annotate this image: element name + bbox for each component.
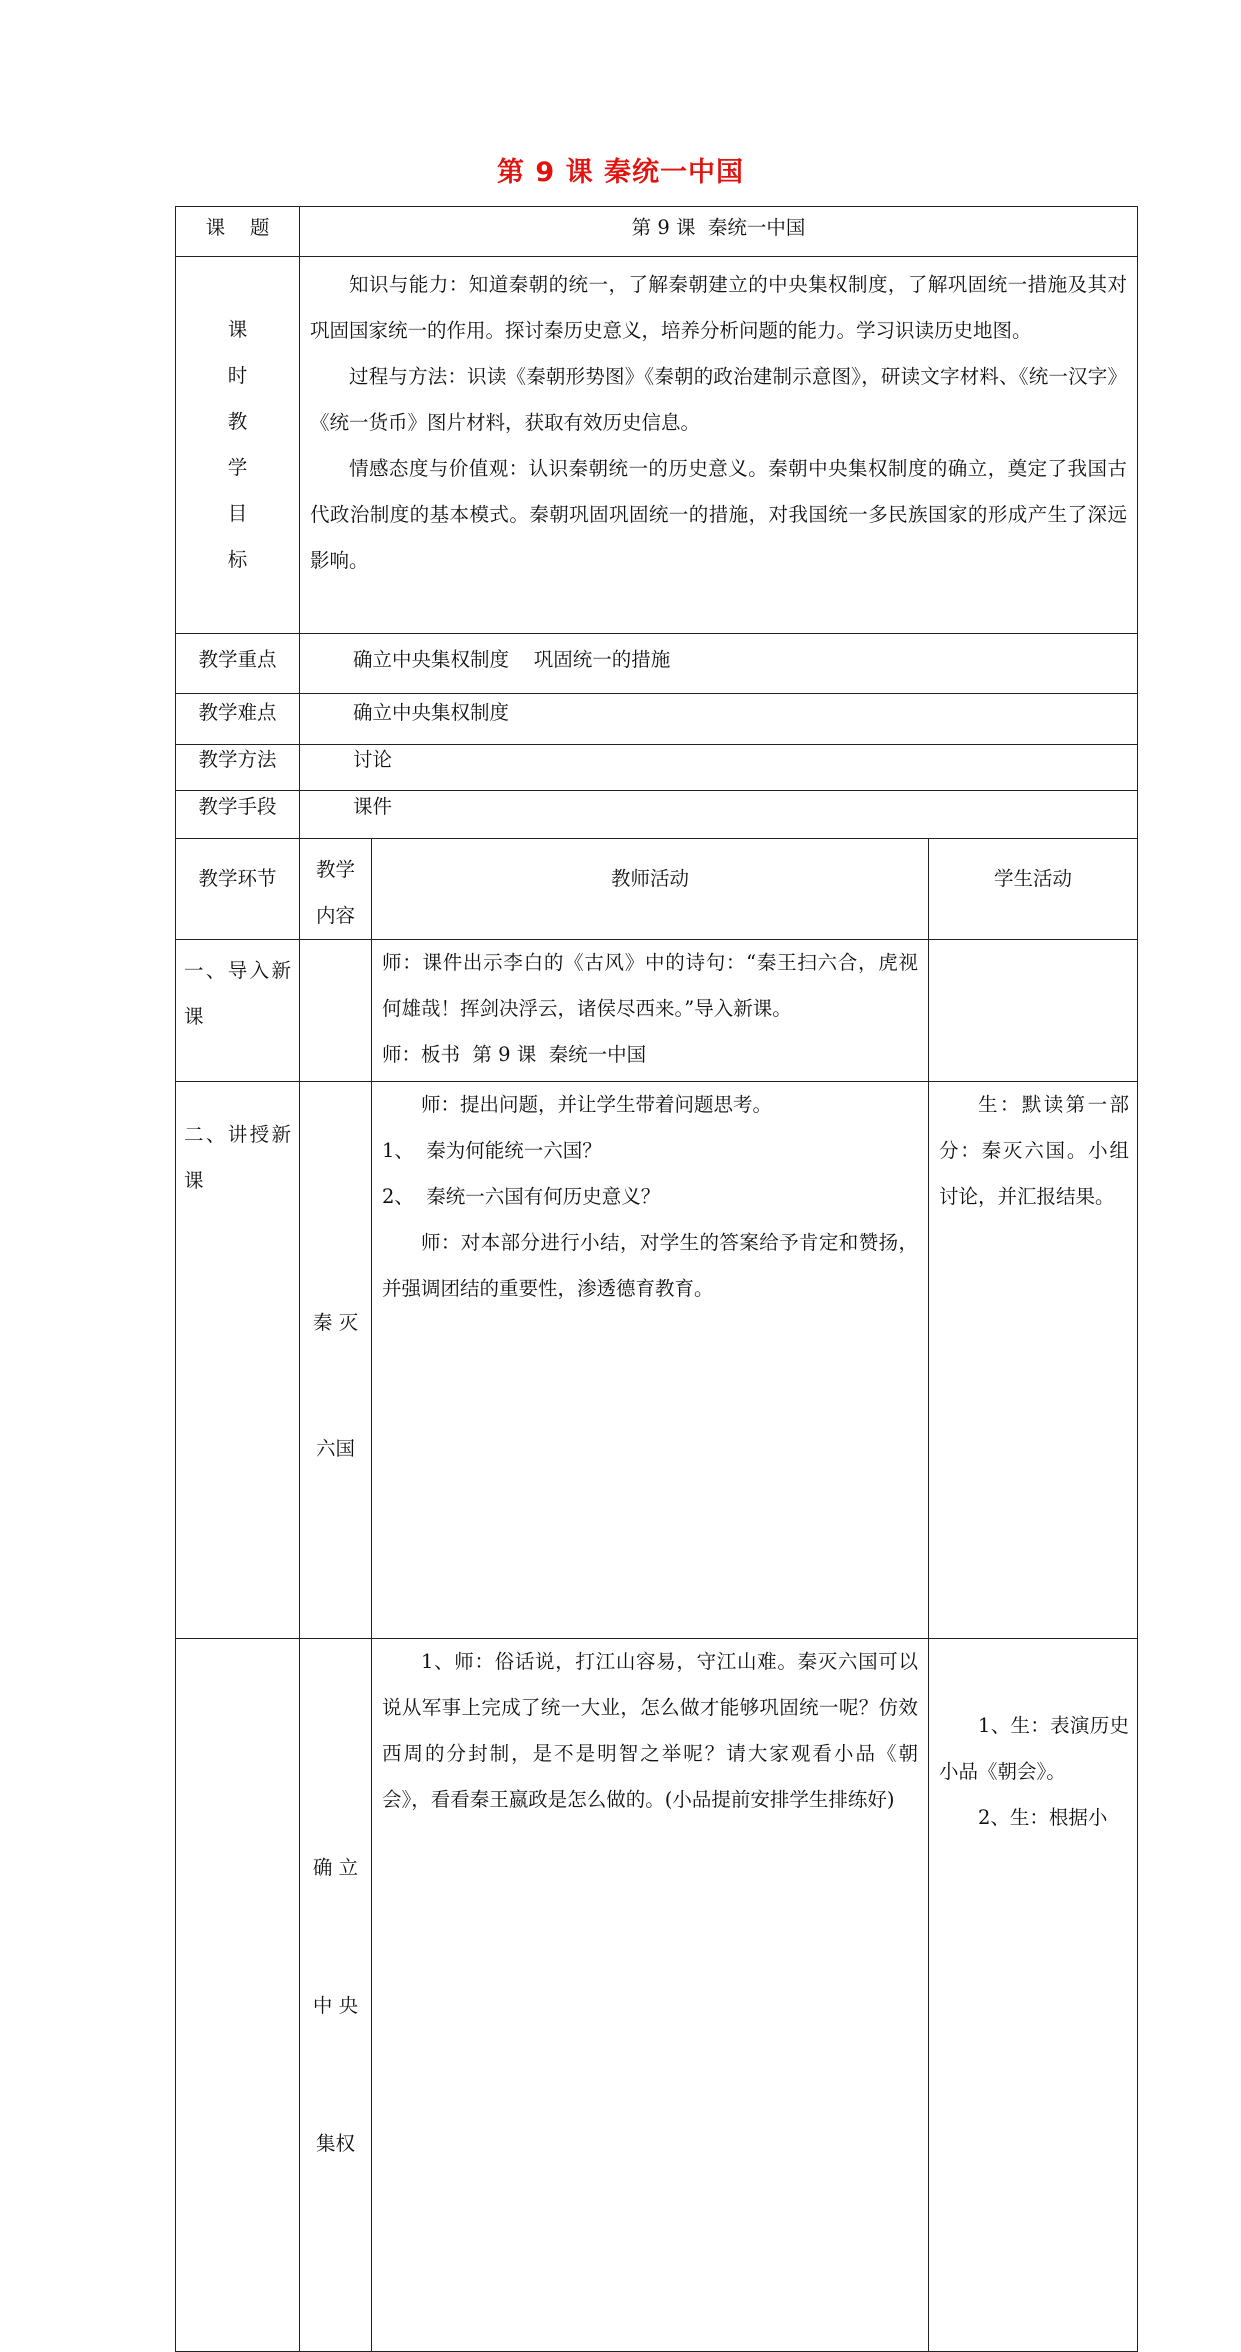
row-means <box>176 791 1138 839</box>
lecture-teacher <box>372 1082 929 1639</box>
header-stage: 教学环节 <box>176 839 300 940</box>
header-content: 教学 内容 <box>300 839 372 940</box>
lecture-stage: 二、讲授新课 <box>176 1082 300 1639</box>
goals-label-char: 教 <box>227 410 248 433</box>
lecture-teacher-line: 师：对本部分进行小结，对学生的答案给予肯定和赞扬，并强调团结的重要性，渗透德育教育。 <box>382 1231 918 1300</box>
goals-label-char: 课 <box>227 318 248 341</box>
goal-process: 过程与方法：识读《秦朝形势图》《秦朝的政治建制示意图》，研读文字材料、《统一汉字》《统一货币》图片材料，获取有效历史信息。 <box>310 365 1127 434</box>
central-stage <box>176 1639 300 2352</box>
topic-value: 第 9 课 秦统一中国 <box>300 207 1138 257</box>
intro-teacher <box>372 940 929 1082</box>
intro-student <box>929 940 1138 1082</box>
method-value: 讨论 <box>300 745 1138 791</box>
goal-knowledge: 知识与能力：知道秦朝的统一，了解秦朝建立的中央集权制度，了解巩固统一措施及其对巩固国家统一的作用。探讨秦历史意义，培养分析问题的能力。学习识读历史地图。 <box>310 273 1127 342</box>
lecture-teacher-line: 2、 秦统一六国有何历史意义？ <box>382 1185 661 1208</box>
central-student-line: 1、生：表演历史小品《朝会》。 <box>939 1714 1129 1783</box>
goals-content <box>300 257 1138 634</box>
lecture-student: 生：默读第一部分：秦灭六国。小组讨论，并汇报结果。 <box>929 1082 1138 1639</box>
central-student <box>929 1639 1138 2352</box>
header-teacher: 教师活动 <box>372 839 929 940</box>
process-row-centralization <box>176 1639 1138 2352</box>
topic-label: 课 题 <box>176 207 300 257</box>
lesson-plan-table <box>175 206 1138 2352</box>
process-row-lecture <box>176 1082 1138 1639</box>
goals-label-char: 学 <box>227 456 248 479</box>
process-row-intro <box>176 940 1138 1082</box>
intro-content <box>300 940 372 1082</box>
central-teacher-line: 1、师：俗话说，打江山容易，守江山难。秦灭六国可以说从军事上完成了统一大业，怎么做才能够巩固统一呢？仿效西周的分封制，是不是明智之举呢？请大家观看小品《朝会》，看看秦王嬴政是怎么做的。(小品提前安排学生排练好) <box>382 1650 918 1811</box>
method-label: 教学方法 <box>176 745 300 791</box>
central-student-line: 2、生：根据小 <box>978 1806 1108 1829</box>
row-method <box>176 745 1138 791</box>
row-difficulty <box>176 694 1138 745</box>
key-points-value: 确立中央集权制度 巩固统一的措施 <box>300 634 1138 694</box>
central-content: 确 立 中 央 集权 <box>300 1639 372 2352</box>
row-key-points <box>176 634 1138 694</box>
means-value: 课件 <box>300 791 1138 839</box>
lecture-content: 秦 灭 六国 <box>300 1082 372 1639</box>
process-header-row <box>176 839 1138 940</box>
goals-label-char: 目 <box>227 502 248 525</box>
key-points-label: 教学重点 <box>176 634 300 694</box>
goals-label-char: 标 <box>227 548 248 571</box>
row-goals <box>176 257 1138 634</box>
lecture-teacher-line: 1、 秦为何能统一六国？ <box>382 1139 602 1162</box>
document-title: 第 9 课 秦统一中国 <box>497 157 744 188</box>
intro-teacher-line: 师：课件出示李白的《古风》中的诗句：“秦王扫六合，虎视何雄哉！挥剑决浮云，诸侯尽西来。”导入新课。 <box>382 951 918 1020</box>
intro-stage: 一、导入新课 <box>176 940 300 1082</box>
goals-label <box>176 257 300 634</box>
header-student: 学生活动 <box>929 839 1138 940</box>
row-topic <box>176 207 1138 257</box>
goals-label-char: 时 <box>227 364 248 387</box>
difficulty-label: 教学难点 <box>176 694 300 745</box>
difficulty-value: 确立中央集权制度 <box>300 694 1138 745</box>
lecture-teacher-line: 师：提出问题，并让学生带着问题思考。 <box>421 1093 773 1116</box>
goal-emotion: 情感态度与价值观：认识秦朝统一的历史意义。秦朝中央集权制度的确立，奠定了我国古代政治制度的基本模式。秦朝巩固巩固统一的措施，对我国统一多民族国家的形成产生了深远影响。 <box>310 457 1127 572</box>
intro-teacher-line: 师：板书 第 9 课 秦统一中国 <box>382 1043 647 1066</box>
means-label: 教学手段 <box>176 791 300 839</box>
central-teacher <box>372 1639 929 2352</box>
